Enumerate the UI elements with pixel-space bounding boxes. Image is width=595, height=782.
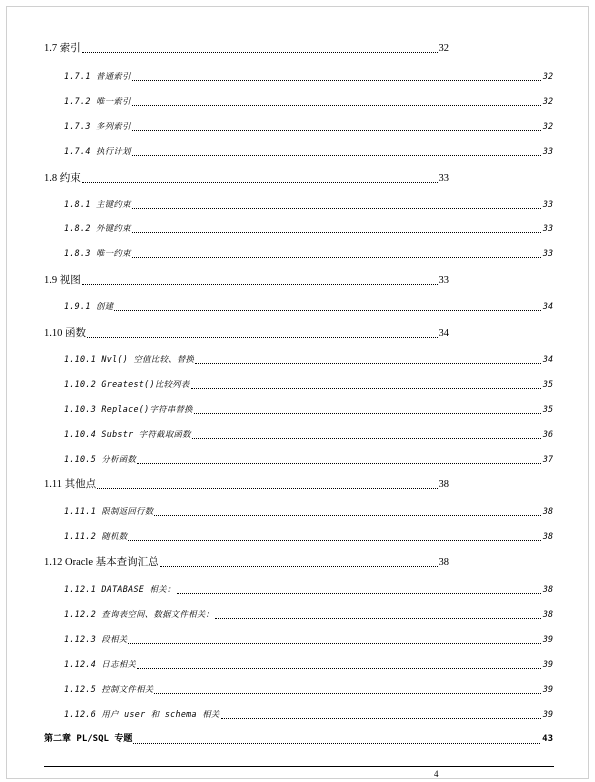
toc-entry-page: 32	[438, 43, 449, 54]
toc-leader	[114, 307, 541, 311]
toc-entry-page: 36	[542, 429, 553, 439]
toc-entry-1-11-2[interactable]	[64, 530, 553, 543]
toc-entry-title: 1.9.1 创建	[64, 301, 114, 311]
toc-entry-1-12-1[interactable]	[64, 583, 553, 596]
toc-leader	[195, 360, 541, 364]
toc-entry-1-7-1[interactable]	[64, 70, 553, 83]
toc-entry-title: 1.12.2 查询表空间、数据文件相关：	[64, 609, 215, 619]
toc-entry-page: 38	[542, 584, 553, 594]
toc-entry-title: 1.8.2 外键约束	[64, 223, 131, 233]
toc-entry-page: 38	[438, 557, 449, 568]
toc-entry-1-10[interactable]	[44, 327, 449, 340]
toc-leader	[132, 205, 541, 209]
toc-entry-page: 35	[542, 379, 553, 389]
toc-leader	[82, 180, 438, 183]
toc-entry-title: 第二章 PL/SQL 专题	[44, 734, 133, 744]
toc-leader	[154, 690, 540, 694]
toc-leader	[132, 102, 541, 106]
toc-entry-title: 1.7.3 多列索引	[64, 121, 131, 131]
toc-entry-title: 1.10.2 Greatest()比较列表	[64, 379, 190, 389]
toc-entry-page: 39	[542, 634, 553, 644]
toc-entry-page: 32	[542, 121, 553, 131]
toc-entry-page: 33	[542, 223, 553, 233]
toc-entry-page: 33	[542, 248, 553, 258]
toc-entry-1-7-2[interactable]	[64, 95, 553, 108]
toc-leader	[128, 537, 540, 541]
toc-leader	[137, 460, 541, 464]
toc-entry-title: 1.12.5 控制文件相关	[64, 684, 154, 694]
toc-entry-title: 1.7.4 执行计划	[64, 146, 131, 156]
toc-entry-page: 37	[542, 454, 553, 464]
toc-entry-page: 32	[542, 96, 553, 106]
toc-leader	[154, 512, 540, 516]
toc-entry-page: 33	[438, 173, 449, 184]
toc-leader	[132, 127, 541, 131]
toc-leader	[191, 385, 541, 389]
toc-leader	[221, 715, 541, 719]
toc-entry-1-10-2[interactable]	[64, 378, 553, 391]
toc-entry-page: 34	[438, 328, 449, 339]
toc-entry-page: 43	[542, 734, 553, 744]
toc-entry-1-12-4[interactable]	[64, 658, 553, 671]
toc-entry-1-11[interactable]	[44, 478, 449, 491]
toc-entry-1-8[interactable]	[44, 172, 449, 185]
toc-entry-title: 1.12 Oracle 基本查询汇总	[44, 557, 159, 568]
toc-entry-title: 1.10.1 Nvl() 空值比较、替换	[64, 354, 195, 364]
toc-entry-page: 34	[542, 301, 553, 311]
toc-entry-title: 1.10.3 Replace()字符串替换	[64, 404, 193, 414]
toc-leader	[132, 254, 541, 258]
toc-entry-1-10-5[interactable]	[64, 453, 553, 466]
toc-entry-chapter-2[interactable]	[44, 733, 553, 746]
toc-entry-page: 39	[542, 709, 553, 719]
toc-entry-title: 1.12.6 用户 user 和 schema 相关	[64, 709, 220, 719]
toc-entry-1-12-2[interactable]	[64, 608, 553, 621]
toc-entry-title: 1.12.4 日志相关	[64, 659, 137, 669]
toc-entry-1-8-3[interactable]	[64, 247, 553, 260]
toc-entry-1-7-4[interactable]	[64, 145, 553, 158]
toc-entry-page: 33	[542, 199, 553, 209]
toc-leader	[192, 435, 541, 439]
toc-entry-1-12-6[interactable]	[64, 708, 553, 721]
toc-entry-title: 1.8.1 主键约束	[64, 199, 131, 209]
toc-entry-1-10-4[interactable]	[64, 428, 553, 441]
footer-rule	[44, 766, 554, 767]
toc-leader	[132, 152, 541, 156]
toc-entry-page: 32	[542, 71, 553, 81]
toc-entry-title: 1.11.1 限制返回行数	[64, 506, 154, 516]
toc-entry-page: 38	[542, 609, 553, 619]
toc-leader	[137, 665, 541, 669]
toc-leader	[132, 229, 541, 233]
page-number: 4	[434, 769, 439, 779]
toc-entry-1-7-3[interactable]	[64, 120, 553, 133]
toc-entry-page: 39	[542, 659, 553, 669]
toc-entry-page: 33	[438, 275, 449, 286]
toc-leader	[87, 335, 438, 338]
toc-entry-title: 1.10 函数	[44, 328, 86, 339]
toc-leader	[132, 77, 541, 81]
toc-leader	[177, 590, 541, 594]
toc-entry-page: 33	[542, 146, 553, 156]
toc-leader	[82, 50, 438, 53]
toc-entry-title: 1.7.1 普通索引	[64, 71, 131, 81]
toc-leader	[160, 564, 438, 567]
toc-entry-page: 35	[542, 404, 553, 414]
toc-entry-title: 1.7 索引	[44, 43, 81, 54]
toc-entry-title: 1.11.2 随机数	[64, 531, 128, 541]
toc-entry-1-12-5[interactable]	[64, 683, 553, 696]
toc-entry-1-12[interactable]	[44, 556, 449, 569]
toc-entry-page: 39	[542, 684, 553, 694]
toc-leader	[133, 740, 540, 744]
toc-entry-title: 1.10.5 分析函数	[64, 454, 137, 464]
toc-entry-page: 38	[542, 506, 553, 516]
toc-leader	[215, 615, 541, 619]
toc-entry-title: 1.11 其他点	[44, 479, 97, 490]
toc-entry-title: 1.9 视图	[44, 275, 81, 286]
toc-entry-title: 1.12.3 段相关	[64, 634, 128, 644]
toc-entry-page: 38	[542, 531, 553, 541]
toc-entry-title: 1.10.4 Substr 字符截取函数	[64, 429, 191, 439]
toc-entry-title: 1.8.3 唯一约束	[64, 248, 131, 258]
toc-entry-1-11-1[interactable]	[64, 505, 553, 518]
toc-entry-title: 1.8 约束	[44, 173, 81, 184]
toc-entry-1-8-1[interactable]	[64, 198, 553, 211]
toc-entry-1-12-3[interactable]	[64, 633, 553, 646]
toc-entry-page: 38	[438, 479, 449, 490]
toc-entry-title: 1.12.1 DATABASE 相关：	[64, 584, 176, 594]
toc-entry-1-7[interactable]	[44, 42, 449, 55]
toc-leader	[128, 640, 540, 644]
toc-entry-1-10-1[interactable]	[64, 353, 553, 366]
toc-entry-1-9-1[interactable]	[64, 300, 553, 313]
toc-leader	[194, 410, 541, 414]
toc-entry-1-9[interactable]	[44, 274, 449, 287]
toc-entry-1-10-3[interactable]	[64, 403, 553, 416]
toc-entry-title: 1.7.2 唯一索引	[64, 96, 131, 106]
toc-entry-1-8-2[interactable]	[64, 222, 553, 235]
toc-leader	[82, 282, 438, 285]
toc-leader	[97, 486, 437, 489]
toc-entry-page: 34	[542, 354, 553, 364]
